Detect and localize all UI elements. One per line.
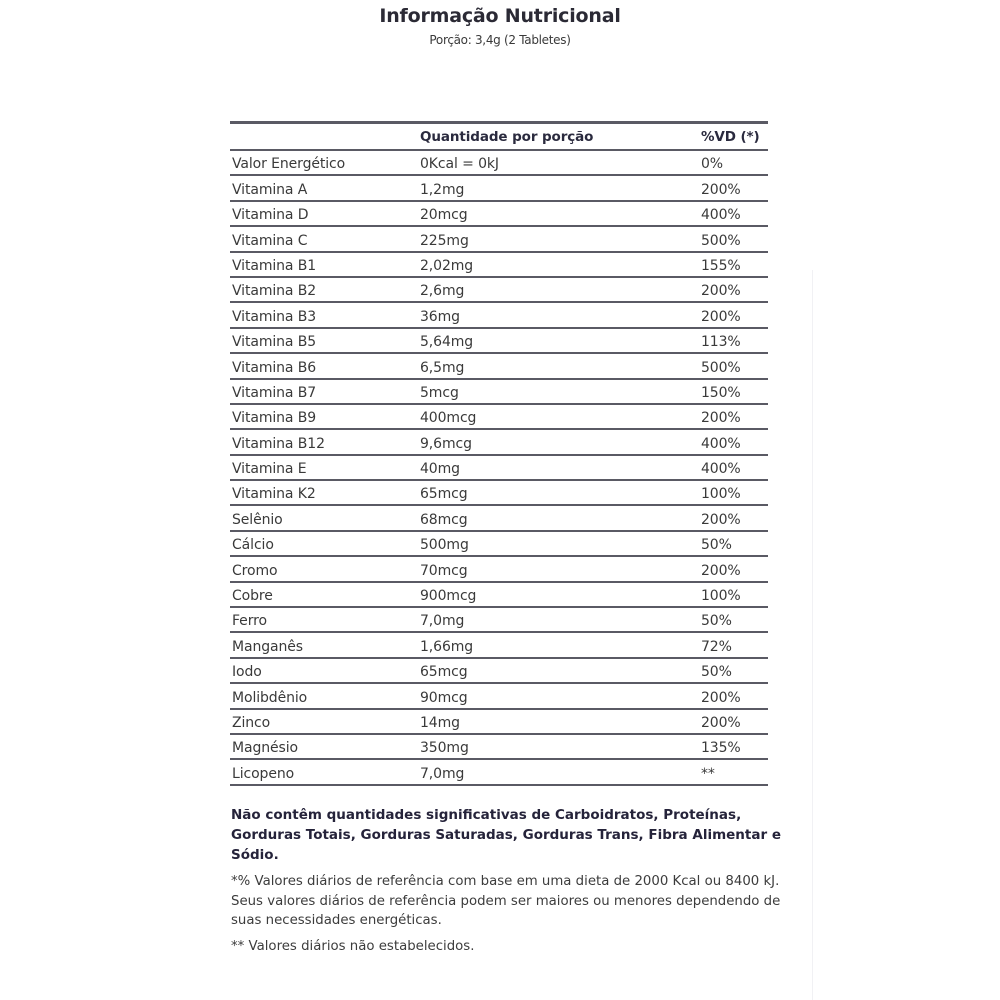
nutrient-name: Vitamina B3 (232, 308, 317, 325)
nutrient-amount: 1,66mg (420, 638, 474, 655)
nutrient-amount: 7,0mg (420, 765, 465, 782)
nutrient-amount: 225mg (420, 232, 469, 249)
nutrient-name: Vitamina B2 (232, 283, 317, 300)
nutrient-amount: 7,0mg (420, 613, 465, 630)
nutrient-name: Vitamina B7 (232, 384, 317, 401)
table-row (230, 151, 768, 176)
nutrient-name: Cobre (232, 588, 273, 605)
nutrient-name: Magnésio (232, 740, 298, 757)
nutrient-name: Licopeno (232, 765, 295, 782)
table-row (230, 710, 768, 735)
table-row (230, 227, 768, 252)
nutrient-amount: 68mcg (420, 511, 468, 528)
page-edge-divider (812, 270, 813, 1000)
table-row (230, 430, 768, 455)
nutrient-amount: 0Kcal = 0kJ (420, 156, 499, 173)
nutrient-amount: 2,02mg (420, 257, 474, 274)
table-row (230, 481, 768, 506)
nutrient-amount: 900mcg (420, 588, 477, 605)
nutrient-name: Ferro (232, 613, 267, 630)
nutrient-daily-value: 113% (701, 334, 741, 351)
nutrient-daily-value: 0% (701, 156, 724, 173)
nutrient-amount: 5,64mg (420, 334, 474, 351)
table-row (230, 532, 768, 557)
nutrient-name: Vitamina C (232, 232, 308, 249)
nutrient-amount: 36mg (420, 308, 460, 325)
serving-size: Porção: 3,4g (2 Tabletes) (429, 33, 571, 47)
nutrient-daily-value: 200% (701, 714, 741, 731)
table-row (230, 506, 768, 531)
nutrient-daily-value: 50% (701, 664, 732, 681)
table-row (230, 608, 768, 633)
table-row (230, 303, 768, 328)
nutrient-daily-value: 72% (701, 638, 732, 655)
nutrient-name: Vitamina B1 (232, 257, 317, 274)
nutrient-name: Vitamina A (232, 181, 308, 198)
table-body (230, 151, 768, 786)
table-row (230, 583, 768, 608)
nutrient-name: Vitamina B6 (232, 359, 317, 376)
nutrient-amount: 65mcg (420, 664, 468, 681)
nutrient-name: Vitamina B12 (232, 435, 325, 452)
nutrient-daily-value: 50% (701, 613, 732, 630)
nutrient-amount: 5mcg (420, 384, 459, 401)
nutrient-amount: 70mcg (420, 562, 468, 579)
header-daily-value: %VD (*) (701, 129, 760, 145)
nutrient-daily-value: 400% (701, 207, 741, 224)
table-row (230, 329, 768, 354)
nutrient-daily-value: 100% (701, 486, 741, 503)
nutrient-name: Valor Energético (232, 156, 346, 173)
nutrient-name: Vitamina B9 (232, 410, 317, 427)
nutrient-name: Manganês (232, 638, 303, 655)
table-row (230, 557, 768, 582)
nutrient-name: Iodo (232, 664, 262, 681)
table-header (230, 124, 768, 151)
not-established-footnote: ** Valores diários não estabelecidos. (231, 939, 475, 954)
table-row (230, 176, 768, 201)
nutrient-name: Cálcio (232, 537, 274, 554)
table-row (230, 380, 768, 405)
nutrient-name: Vitamina K2 (232, 486, 316, 503)
nutrient-daily-value: ** (701, 765, 715, 782)
table-row (230, 278, 768, 303)
table-row (230, 253, 768, 278)
table-row (230, 456, 768, 481)
nutrient-name: Selênio (232, 511, 283, 528)
nutrient-daily-value: 155% (701, 257, 741, 274)
nutrient-daily-value: 200% (701, 511, 741, 528)
nutrient-daily-value: 200% (701, 283, 741, 300)
nutrient-daily-value: 500% (701, 359, 741, 376)
nutrient-daily-value: 150% (701, 384, 741, 401)
nutrient-amount: 400mcg (420, 410, 477, 427)
nutrient-amount: 500mg (420, 537, 469, 554)
nutrient-daily-value: 135% (701, 740, 741, 757)
header-amount: Quantidade por porção (420, 129, 594, 145)
nutrient-daily-value: 200% (701, 308, 741, 325)
nutrition-table (230, 121, 768, 786)
nutrient-amount: 40mg (420, 461, 460, 478)
table-row (230, 202, 768, 227)
table-row (230, 735, 768, 760)
nutrient-amount: 14mg (420, 714, 460, 731)
table-row (230, 684, 768, 709)
nutrient-daily-value: 200% (701, 562, 741, 579)
nutrient-amount: 90mcg (420, 689, 468, 706)
nutrient-amount: 6,5mg (420, 359, 465, 376)
nutrient-amount: 20mcg (420, 207, 468, 224)
nutrient-name: Vitamina D (232, 207, 309, 224)
nutrient-daily-value: 500% (701, 232, 741, 249)
nutrient-daily-value: 400% (701, 461, 741, 478)
nutrient-daily-value: 100% (701, 588, 741, 605)
table-row (230, 633, 768, 658)
page-title: Informação Nutricional (379, 5, 621, 27)
nutrient-name: Vitamina B5 (232, 334, 317, 351)
nutrient-name: Zinco (232, 714, 271, 731)
nutrient-daily-value: 200% (701, 689, 741, 706)
nutrient-daily-value: 400% (701, 435, 741, 452)
nutrient-amount: 65mcg (420, 486, 468, 503)
nutrient-name: Molibdênio (232, 689, 308, 706)
nutrient-daily-value: 50% (701, 537, 732, 554)
table-row (230, 760, 768, 785)
nutrient-amount: 350mg (420, 740, 469, 757)
nutrient-amount: 2,6mg (420, 283, 465, 300)
nutrient-name: Cromo (232, 562, 278, 579)
not-significant-note: Não contêm quantidades significativas de Carboidratos, Proteínas, Gorduras Totais, Gorduras Saturadas, Gorduras Trans, Fibra Alimentar e Sódio. (231, 807, 781, 863)
nutrient-amount: 9,6mcg (420, 435, 472, 452)
table-row (230, 354, 768, 379)
nutrient-daily-value: 200% (701, 410, 741, 427)
nutrient-amount: 1,2mg (420, 181, 465, 198)
nutrient-name: Vitamina E (232, 461, 307, 478)
reference-footnote: *% Valores diários de referência com base em uma dieta de 2000 Kcal ou 8400 kJ. Seus valores diários de referência podem ser maiores ou menores dependendo de suas necessidades energéticas. (231, 874, 781, 928)
nutrient-daily-value: 200% (701, 181, 741, 198)
table-row (230, 405, 768, 430)
table-row (230, 659, 768, 684)
